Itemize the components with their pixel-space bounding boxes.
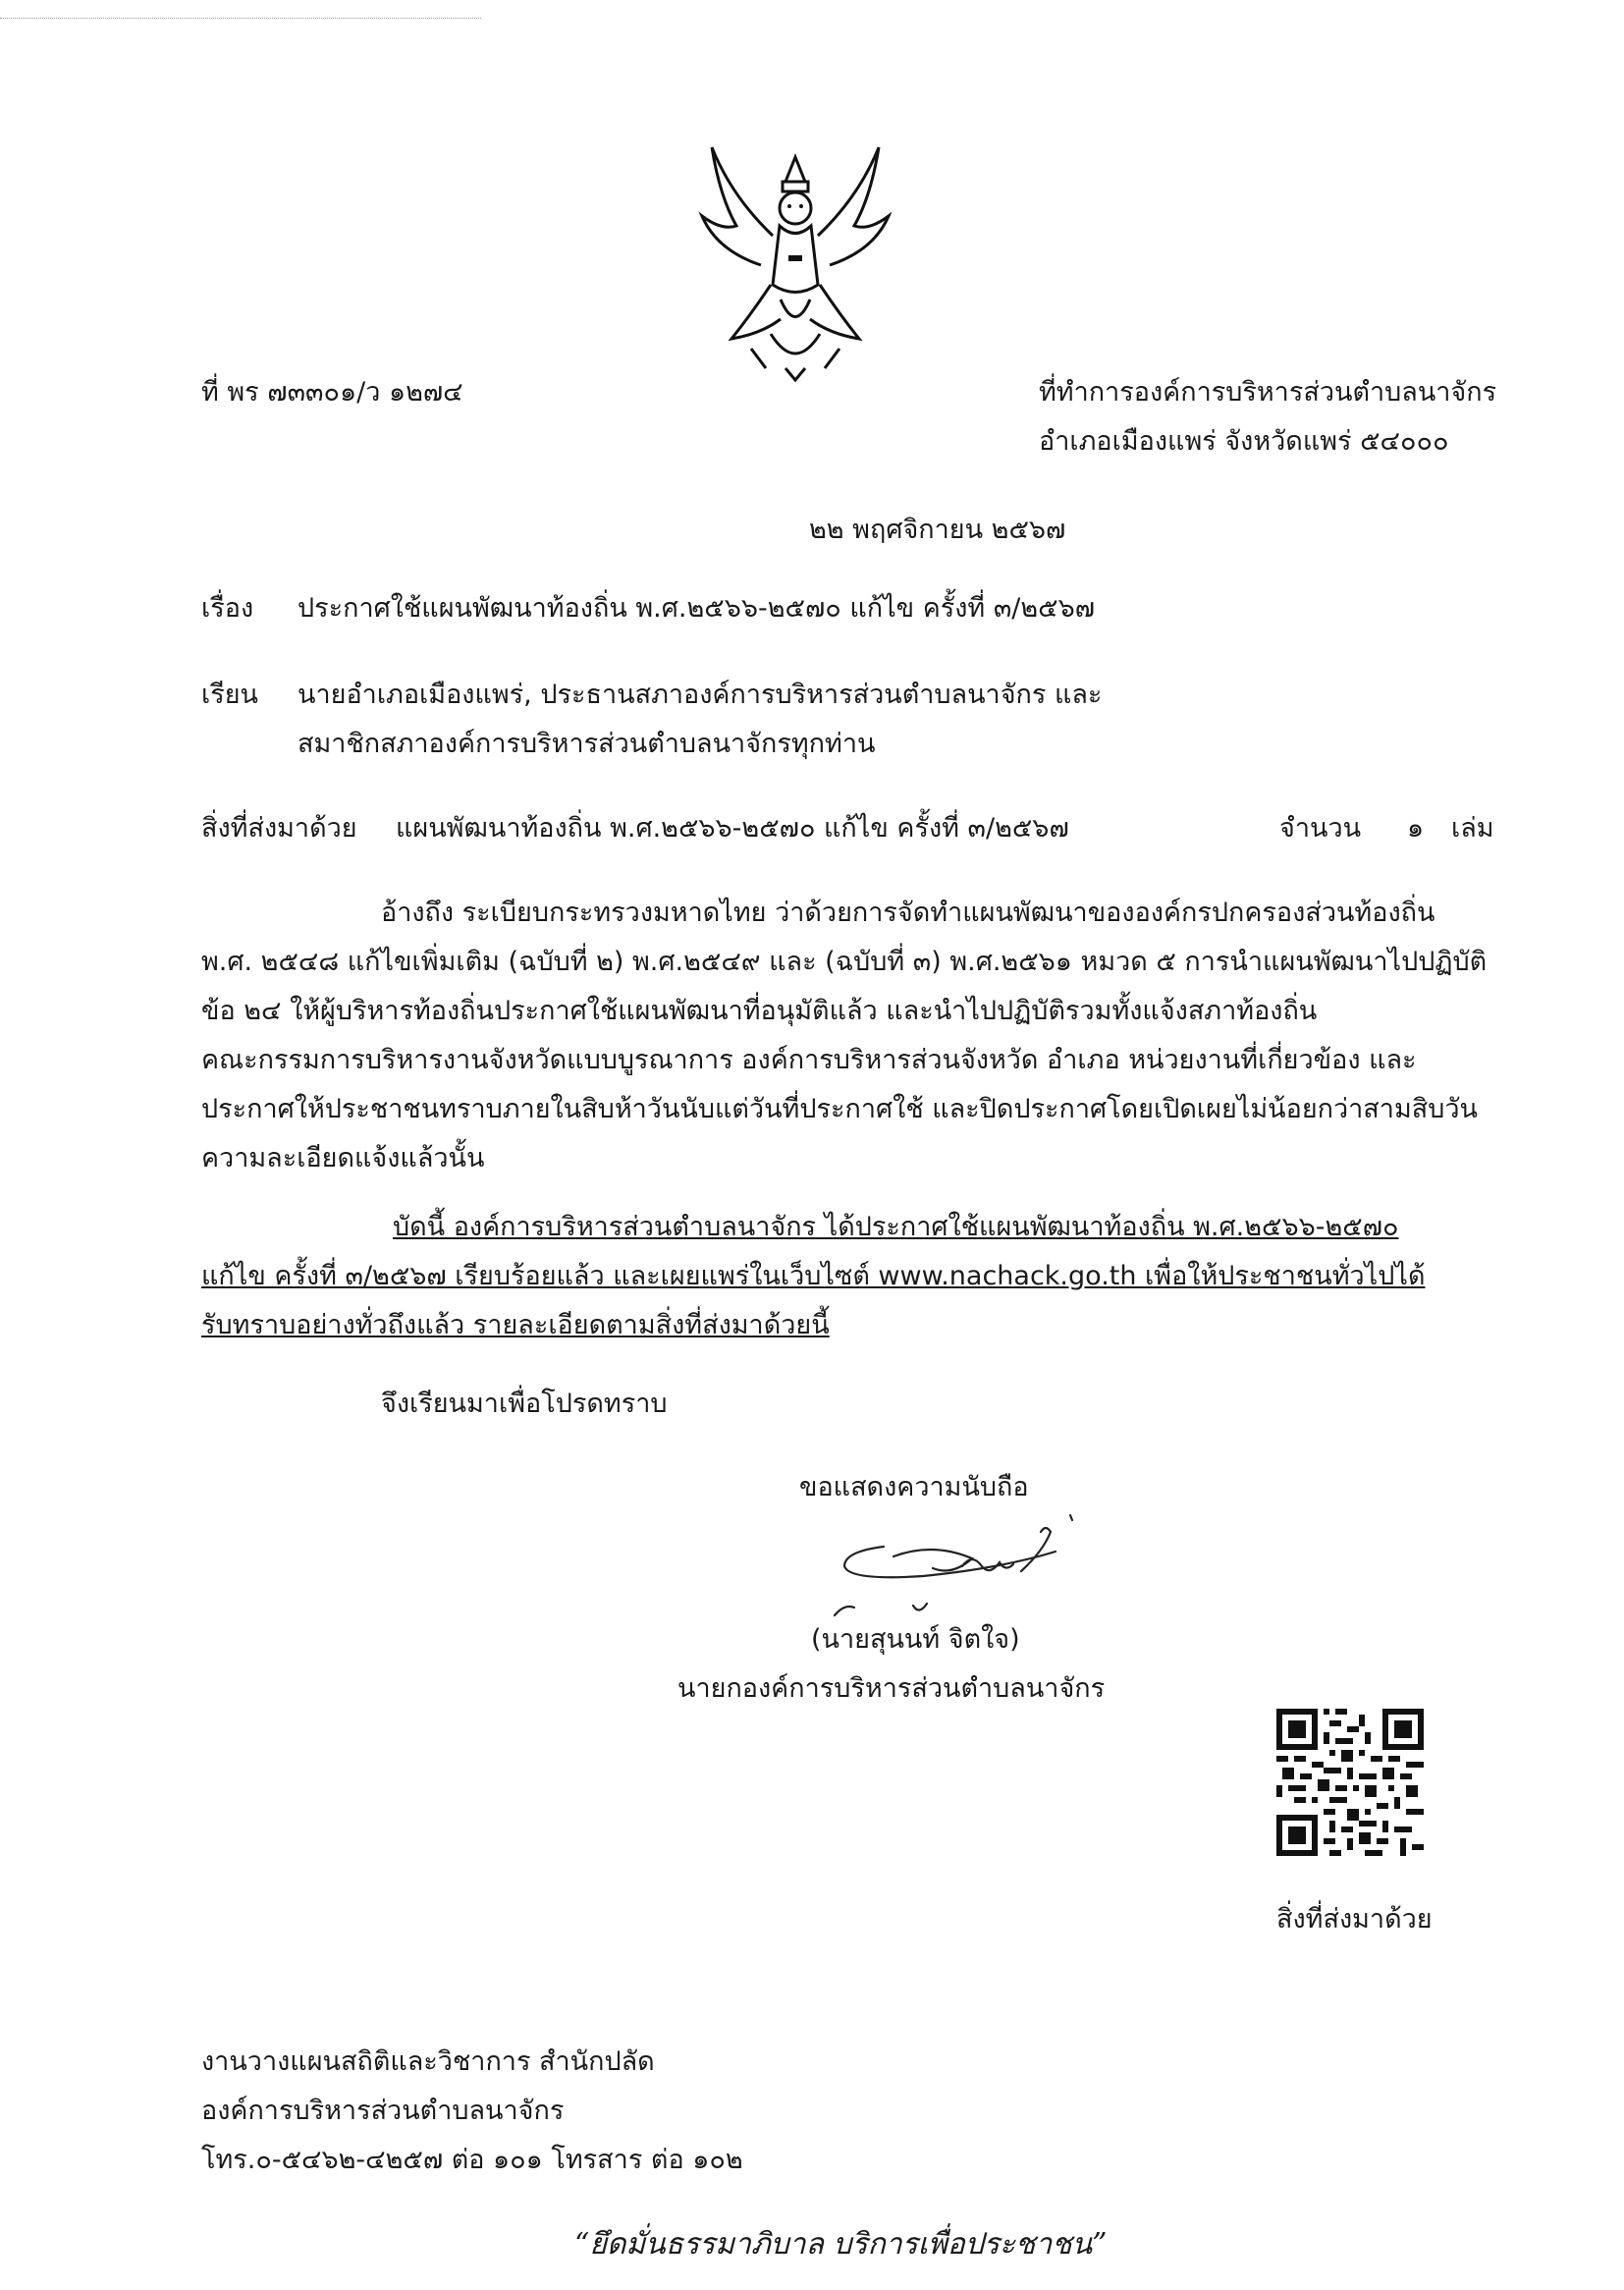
closing-sentence: จึงเรียนมาเพื่อโปรดทราบ	[381, 1389, 668, 1419]
paragraph-1-line: ข้อ ๒๔ ให้ผู้บริหารท้องถิ่นประกาศใช้แผนพัฒนาที่อนุมัติแล้ว และนำไปปฏิบัติรวมทั้งแจ้งสภาท้องถิ่น	[201, 996, 1318, 1026]
footer-department: งานวางแผนสถิติและวิชาการ สำนักปลัด	[201, 2046, 655, 2077]
enclosure-quantity-value: ๑	[1407, 813, 1425, 844]
addressee-label: เรียน	[201, 680, 259, 710]
enclosure-label: สิ่งที่ส่งมาด้วย	[201, 813, 357, 844]
motto: “ยึดมั่นธรรมาภิบาล บริการเพื่อประชาชน”	[574, 2227, 1108, 2262]
office-address-line1: ที่ทำการองค์การบริหารส่วนตำบลนาจักร	[1039, 377, 1497, 408]
subject-label: เรื่อง	[201, 593, 254, 624]
paragraph-1-line: ความละเอียดแจ้งแล้วนั้น	[201, 1143, 485, 1173]
footer-organization: องค์การบริหารส่วนตำบลนาจักร	[201, 2096, 565, 2126]
qr-code-icon	[1276, 1709, 1424, 1856]
footer-phone: โทร.๐-๕๔๖๒-๔๒๕๗ ต่อ ๑๐๑ โทรสาร ต่อ ๑๐๒	[201, 2145, 743, 2175]
enclosure-quantity-label: จำนวน	[1279, 813, 1362, 844]
paragraph-1-line: คณะกรรมการบริหารงานจังหวัดแบบบูรณาการ องค์การบริหารส่วนจังหวัด อำเภอ หน่วยงานที่เกี่ยวข้อง และ	[201, 1045, 1417, 1075]
qr-caption: สิ่งที่ส่งมาด้วย	[1276, 1904, 1433, 1935]
paragraph-1-line: ประกาศให้ประชาชนทราบภายในสิบห้าวันนับแต่วันที่ประกาศใช้ และปิดประกาศโดยเปิดเผยไม่น้อยกว่าสามสิบวัน	[201, 1094, 1478, 1124]
addressee-line2: สมาชิกสภาองค์การบริหารส่วนตำบลนาจักรทุกท่าน	[298, 729, 876, 759]
regards-text: ขอแสดงความนับถือ	[799, 1472, 1029, 1502]
garuda-emblem-icon	[692, 137, 898, 383]
document-number: ที่ พร ๗๓๓๐๑/ว ๑๒๗๔	[201, 377, 463, 408]
signatory-name: (นายสุนนท์ จิตใจ)	[811, 1624, 1020, 1655]
paragraph-1-line: อ้างถึง ระเบียบกระทรวงมหาดไทย ว่าด้วยการจัดทำแผนพัฒนาขององค์กรปกครองส่วนท้องถิ่น	[381, 898, 1435, 928]
scan-edge-line	[0, 18, 481, 19]
document-date: ๒๒ พฤศจิกายน ๒๕๖๗	[809, 515, 1066, 545]
paragraph-1-line: พ.ศ. ๒๕๔๘ แก้ไขเพิ่มเติม (ฉบับที่ ๒) พ.ศ.๒๕๔๙ และ (ฉบับที่ ๓) พ.ศ.๒๕๖๑ หมวด ๕ การนำแผนพัฒนาไปปฏิบัติ	[201, 947, 1488, 977]
paragraph-2-line: แก้ไข ครั้งที่ ๓/๒๕๖๗ เรียบร้อยแล้ว และเผยแพร่ในเว็บไซต์ www.nachack.go.th เพื่อให้ประชาชนทั่วไปได้	[201, 1261, 1426, 1291]
enclosure-text: แผนพัฒนาท้องถิ่น พ.ศ.๒๕๖๖-๒๕๗๐ แก้ไข ครั้งที่ ๓/๒๕๖๗	[396, 813, 1069, 844]
paragraph-2-line: บัดนี้ องค์การบริหารส่วนตำบลนาจักร ได้ประกาศใช้แผนพัฒนาท้องถิ่น พ.ศ.๒๕๖๖-๒๕๗๐	[393, 1212, 1399, 1242]
addressee-line1: นายอำเภอเมืองแพร่, ประธานสภาองค์การบริหารส่วนตำบลนาจักร และ	[298, 680, 1103, 710]
paragraph-2-line: รับทราบอย่างทั่วถึงแล้ว รายละเอียดตามสิ่งที่ส่งมาด้วยนี้	[201, 1310, 830, 1340]
handwritten-signature	[805, 1507, 1100, 1635]
office-address-line2: อำเภอเมืองแพร่ จังหวัดแพร่ ๕๔๐๐๐	[1039, 426, 1449, 457]
subject-text: ประกาศใช้แผนพัฒนาท้องถิ่น พ.ศ.๒๕๖๖-๒๕๗๐ แก้ไข ครั้งที่ ๓/๒๕๖๗	[298, 593, 1096, 624]
signatory-position: นายกองค์การบริหารส่วนตำบลนาจักร	[677, 1673, 1106, 1704]
enclosure-quantity-unit: เล่ม	[1451, 813, 1494, 844]
